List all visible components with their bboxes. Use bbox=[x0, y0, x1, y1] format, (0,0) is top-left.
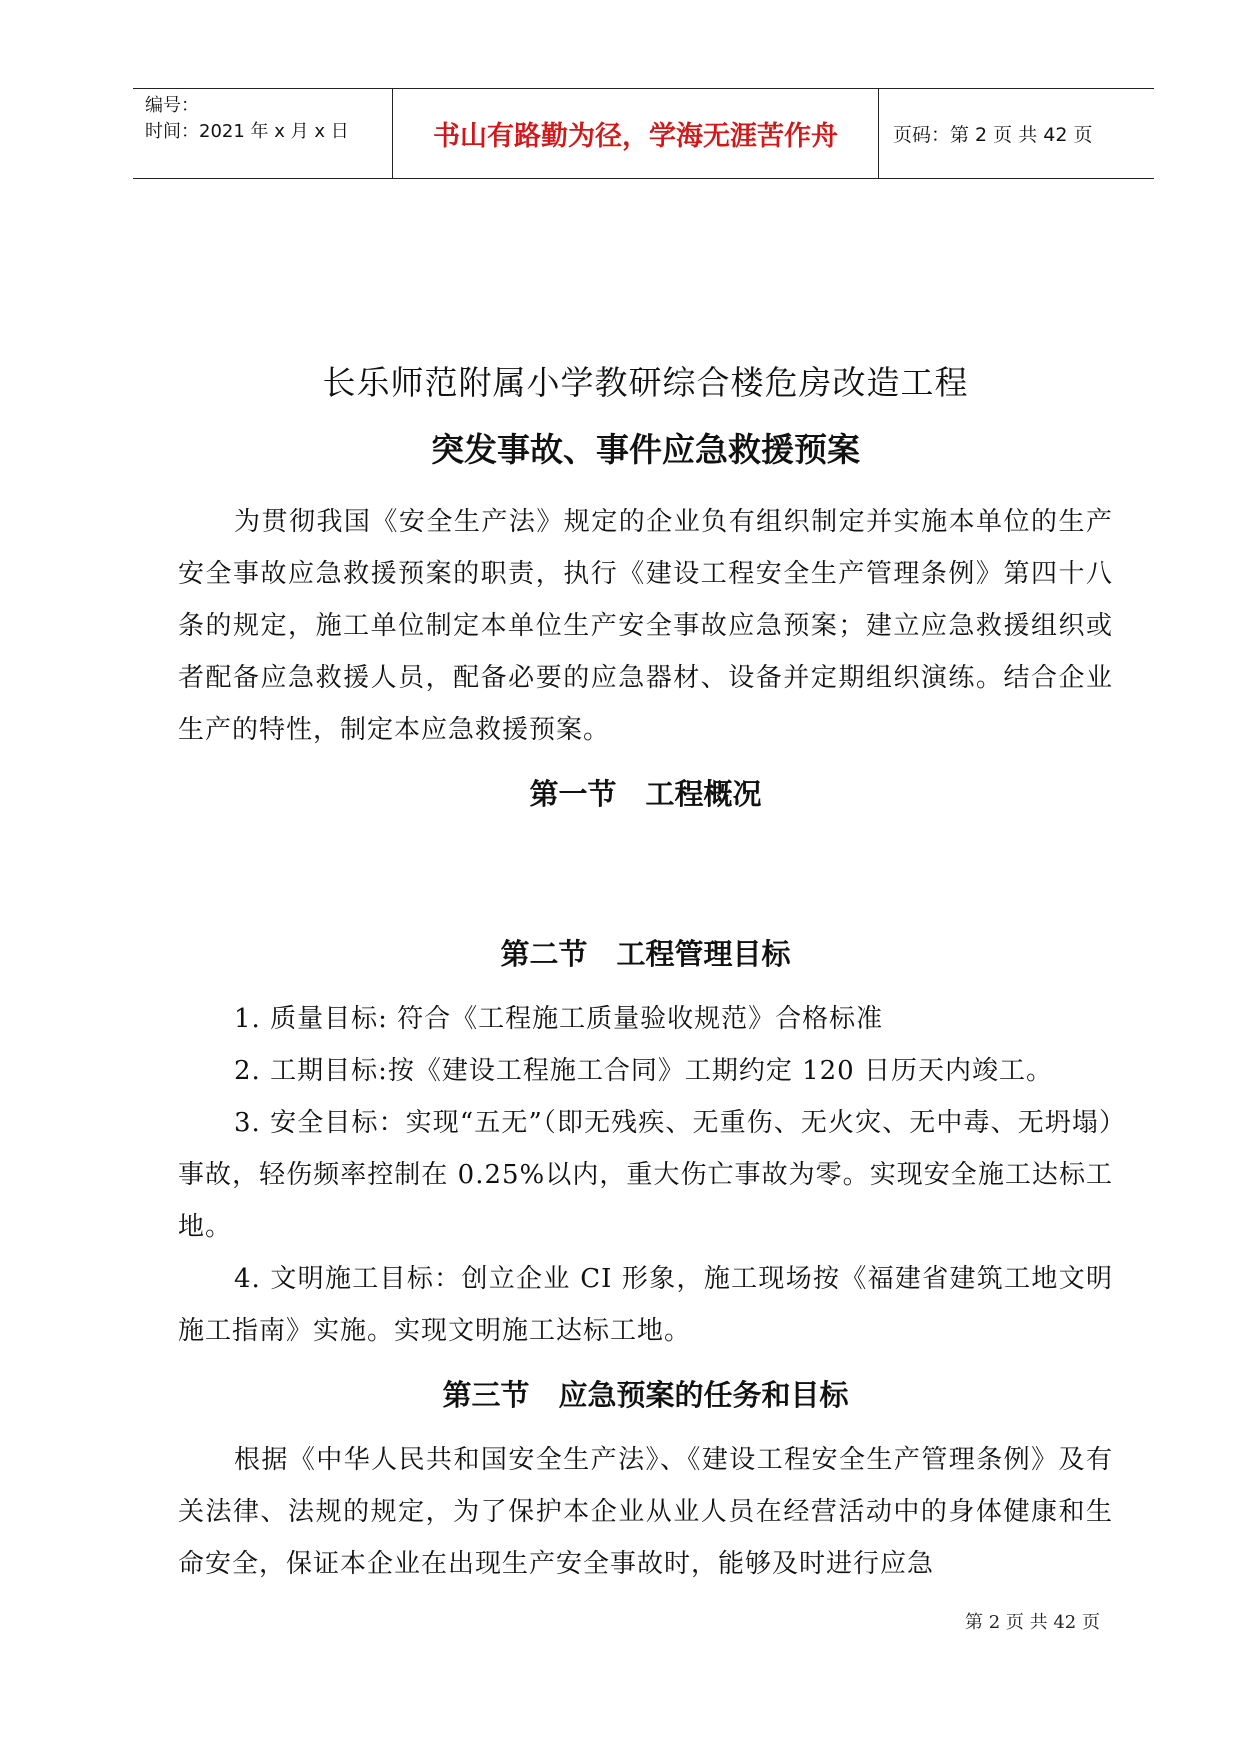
number-label: 编号： bbox=[145, 95, 199, 116]
intro-paragraph: 为贯彻我国《安全生产法》规定的企业负有组织制定并实施本单位的生产安全事故应急救援预案的职责，执行《建设工程安全生产管理条例》第四十八条的规定，施工单位制定本单位生产安全事故应急预案；建立应急救援组织或者配备应急救援人员，配备必要的应急器材、设备并定期组织演练。结合企业生产的特性，制定本应急救援预案。 bbox=[178, 506, 1113, 745]
document-header bbox=[133, 88, 1154, 179]
header-motto: 书山有路勤为径，学海无涯苦作舟 bbox=[393, 89, 879, 178]
document-title: 长乐师范附属小学教研综合楼危房改造工程 bbox=[322, 363, 969, 402]
document-subtitle: 突发事故、事件应急救援预案 bbox=[431, 429, 860, 469]
time-label: 时间：2021 年 x 月 x 日 bbox=[145, 121, 349, 142]
section-heading-1: 第一节 工程概况 bbox=[529, 776, 762, 811]
section-heading-2: 第二节 工程管理目标 bbox=[500, 937, 791, 972]
document-body bbox=[178, 340, 1113, 1590]
goal-item: 2. 工期目标:按《建设工程施工合同》工期约定 120 日历天内竣工。 bbox=[234, 1055, 1053, 1086]
header-page-info: 页码：第 2 页 共 42 页 bbox=[893, 124, 1093, 146]
page-footer: 第 2 页 共 42 页 bbox=[965, 1612, 1100, 1633]
section-3-paragraph: 根据《中华人民共和国安全生产法》、《建设工程安全生产管理条例》及有关法律、法规的规定，为了保护本企业从业人员在经营活动中的身体健康和生命安全，保证本企业在出现生产安全事故时，能够及时进行应急 bbox=[178, 1444, 1113, 1579]
goal-item: 1. 质量目标: 符合《工程施工质量验收规范》合格标准 bbox=[234, 1003, 884, 1034]
section-1-empty-space bbox=[178, 832, 1113, 916]
goal-item: 4. 文明施工目标：创立企业 CI 形象，施工现场按《福建省建筑工地文明施工指南》实施。实现文明施工达标工地。 bbox=[178, 1263, 1113, 1346]
goal-item: 3. 安全目标：实现“五无”（即无残疾、无重伤、无火灾、无中毒、无坍塌）事故，轻伤频率控制在 0.25%以内，重大伤亡事故为零。实现安全施工达标工地。 bbox=[178, 1107, 1113, 1242]
section-heading-3: 第三节 应急预案的任务和目标 bbox=[442, 1377, 849, 1412]
header-meta bbox=[133, 89, 393, 178]
